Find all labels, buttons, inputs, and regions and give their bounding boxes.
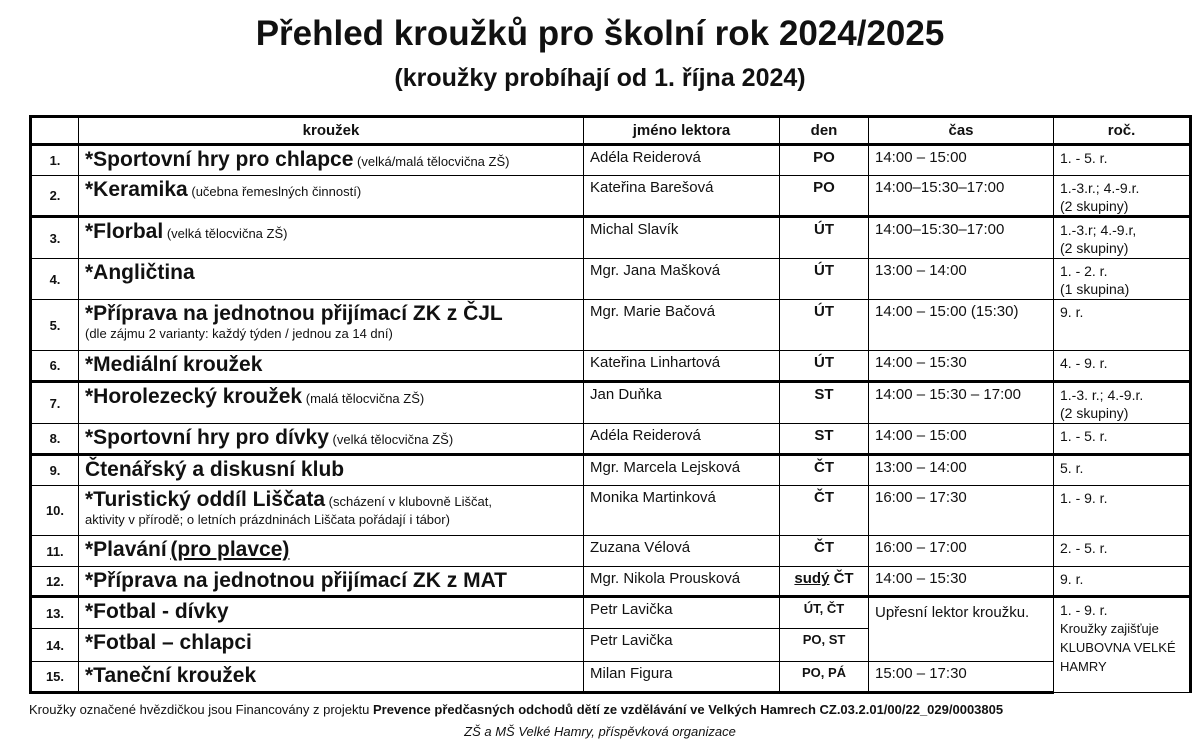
roc-line: 1.-3. r.; 4.-9.r.: [1060, 387, 1144, 403]
roc-line: 1. - 5. r.: [1060, 150, 1108, 166]
den-cell: ÚT: [780, 300, 869, 351]
krouzek-cell: [79, 486, 584, 536]
krouzek-name: *Příprava na jednotnou přijímací ZK z MAT: [85, 569, 507, 592]
krouzek-cell: [79, 300, 584, 351]
header-num: [31, 117, 79, 145]
roc-line: 1. - 5. r.: [1060, 428, 1108, 444]
lektor-cell: Jan Duňka: [584, 382, 780, 424]
roc-cell: [1054, 536, 1191, 567]
krouzek-name: *Sportovní hry pro chlapce: [85, 148, 354, 171]
den-cell: ST: [780, 424, 869, 455]
schedule-table: [29, 115, 1192, 694]
lektor-cell: Adéla Reiderová: [584, 424, 780, 455]
den-cell: ČT: [780, 455, 869, 486]
table-header-row: [31, 117, 1191, 145]
krouzek-name: *Keramika: [85, 178, 188, 201]
table-row: [31, 145, 1191, 176]
roc-line: 1. - 2. r.: [1060, 263, 1108, 279]
roc-cell: [1054, 300, 1191, 351]
krouzek-cell: [79, 597, 584, 629]
cas-cell: 16:00 – 17:30: [869, 486, 1054, 536]
row-number: 1.: [31, 145, 79, 176]
roc-line: 9. r.: [1060, 571, 1084, 587]
den-cell: PO: [780, 145, 869, 176]
header-cas: čas: [869, 117, 1054, 145]
krouzek-name: *Angličtina: [85, 261, 195, 284]
krouzek-cell: [79, 145, 584, 176]
table-row: [31, 300, 1191, 351]
cas-cell: 14:00 – 15:30 – 17:00: [869, 382, 1054, 424]
krouzek-cell: [79, 176, 584, 217]
row-number: 3.: [31, 217, 79, 259]
row-number: 2.: [31, 176, 79, 217]
cas-cell: 13:00 – 14:00: [869, 455, 1054, 486]
krouzek-cell: [79, 629, 584, 662]
krouzek-name: *Florbal: [85, 220, 164, 243]
roc-cell: [1054, 217, 1191, 259]
roc-line: 1.-3.r; 4.-9.r,: [1060, 222, 1137, 238]
roc-cell: [1054, 455, 1191, 486]
cas-cell: 13:00 – 14:00: [869, 259, 1054, 300]
krouzek-cell: [79, 259, 584, 300]
den-cell: ÚT: [780, 217, 869, 259]
footer-note: [29, 702, 1003, 717]
roc-cell: [1054, 382, 1191, 424]
table-row: [31, 382, 1191, 424]
roc-line: 5. r.: [1060, 460, 1084, 476]
cas-cell: 14:00 – 15:00: [869, 145, 1054, 176]
krouzek-name: Čtenářský a diskusní klub: [85, 458, 345, 481]
footer-organization: ZŠ a MŠ Velké Hamry, příspěvková organizace: [464, 724, 736, 739]
den-cell: ÚT: [780, 259, 869, 300]
lektor-cell: Petr Lavička: [584, 629, 780, 662]
roc-line-2: (2 skupiny): [1060, 240, 1129, 256]
lektor-cell: Petr Lavička: [584, 597, 780, 629]
den-value: ČT: [833, 570, 854, 587]
header-krouzek: kroužek: [79, 117, 584, 145]
table-row: [31, 424, 1191, 455]
roc-cell: [1054, 486, 1191, 536]
row-number: 6.: [31, 351, 79, 382]
krouzek-name: *Sportovní hry pro dívky: [85, 426, 329, 449]
krouzek-name-underlined: (pro plavce): [170, 538, 290, 561]
roc-shared-cell: [1054, 597, 1191, 693]
cas-shared-cell: Upřesní lektor kroužku.: [869, 597, 1054, 662]
row-number: 5.: [31, 300, 79, 351]
krouzek-note: (dle zájmu 2 varianty: každý týden / jednou za 14 dní): [85, 326, 393, 341]
header-den: den: [780, 117, 869, 145]
krouzek-location: (scházení v klubovně Liščat,: [328, 494, 492, 509]
table-row: [31, 176, 1191, 217]
den-sudy: sudý: [794, 570, 830, 587]
den-cell: PO, ST: [780, 629, 869, 662]
cas-cell: 15:00 – 17:30: [869, 662, 1054, 693]
lektor-cell: Michal Slavík: [584, 217, 780, 259]
roc-line-2: (2 skupiny): [1060, 198, 1129, 214]
row-number: 15.: [31, 662, 79, 693]
roc-cell: [1054, 351, 1191, 382]
header-roc: roč.: [1054, 117, 1191, 145]
table-row: [31, 486, 1191, 536]
roc-line: 9. r.: [1060, 304, 1084, 320]
krouzek-cell: [79, 351, 584, 382]
krouzek-location: (velká tělocvična ZŠ): [332, 432, 454, 447]
krouzek-cell: [79, 662, 584, 693]
den-cell: PO: [780, 176, 869, 217]
table-row: [31, 597, 1191, 629]
row-number: 4.: [31, 259, 79, 300]
lektor-cell: Kateřina Barešová: [584, 176, 780, 217]
row-number: 13.: [31, 597, 79, 629]
roc-line: 1. - 9. r.: [1060, 490, 1108, 506]
roc-line: 2. - 5. r.: [1060, 540, 1108, 556]
den-cell: [780, 567, 869, 597]
roc-line: 4. - 9. r.: [1060, 355, 1108, 371]
krouzek-name: *Fotbal – chlapci: [85, 631, 252, 654]
krouzek-name: *Fotbal - dívky: [85, 600, 229, 623]
page-subtitle: (kroužky probíhají od 1. října 2024): [394, 64, 806, 92]
krouzek-cell: [79, 424, 584, 455]
roc-cell: [1054, 567, 1191, 597]
lektor-cell: Mgr. Marcela Lejsková: [584, 455, 780, 486]
lektor-cell: Mgr. Jana Mašková: [584, 259, 780, 300]
lektor-cell: Mgr. Marie Bačová: [584, 300, 780, 351]
den-cell: ÚT, ČT: [780, 597, 869, 629]
lektor-cell: Adéla Reiderová: [584, 145, 780, 176]
krouzek-name: *Taneční kroužek: [85, 664, 257, 687]
roc-line: 1.-3.r.; 4.-9.r.: [1060, 180, 1140, 196]
krouzek-cell: [79, 536, 584, 567]
table-row: [31, 567, 1191, 597]
row-number: 14.: [31, 629, 79, 662]
krouzek-cell: [79, 217, 584, 259]
krouzek-name: *Turistický oddíl Liščata: [85, 488, 326, 511]
den-cell: PO, PÁ: [780, 662, 869, 693]
den-cell: ST: [780, 382, 869, 424]
table-row: [31, 259, 1191, 300]
cas-cell: 14:00 – 15:30: [869, 351, 1054, 382]
footer-project: Prevence předčasných odchodů dětí ze vzdělávání ve Velkých Hamrech CZ.03.2.01/00/22_029/0003805: [372, 702, 1004, 717]
krouzek-location: (velká tělocvična ZŠ): [166, 226, 288, 241]
table-row: [31, 662, 1191, 693]
krouzek-cell: [79, 567, 584, 597]
cas-cell: 16:00 – 17:00: [869, 536, 1054, 567]
lektor-cell: Kateřina Linhartová: [584, 351, 780, 382]
club-note: Kroužky zajišťuje KLUBOVNA VELKÉ HAMRY: [1060, 621, 1176, 674]
row-number: 12.: [31, 567, 79, 597]
roc-line-2: (1 skupina): [1060, 281, 1130, 297]
roc-cell: [1054, 145, 1191, 176]
krouzek-location: (učebna řemeslných činností): [191, 184, 362, 199]
table-row: [31, 217, 1191, 259]
roc-line-2: (2 skupiny): [1060, 405, 1129, 421]
row-number: 7.: [31, 382, 79, 424]
lektor-cell: Monika Martinková: [584, 486, 780, 536]
roc-cell: [1054, 176, 1191, 217]
footer-text: Kroužky označené hvězdičkou jsou Financovány z projektu: [29, 702, 373, 717]
krouzek-name: *Horolezecký kroužek: [85, 385, 303, 408]
row-number: 11.: [31, 536, 79, 567]
lektor-cell: Milan Figura: [584, 662, 780, 693]
cas-cell: 14:00 – 15:30: [869, 567, 1054, 597]
table-row: [31, 351, 1191, 382]
krouzek-name: *Příprava na jednotnou přijímací ZK z ČJL: [85, 302, 503, 325]
row-number: 10.: [31, 486, 79, 536]
row-number: 8.: [31, 424, 79, 455]
krouzek-cell: [79, 455, 584, 486]
page-title: Přehled kroužků pro školní rok 2024/2025: [255, 14, 945, 53]
roc-cell: [1054, 259, 1191, 300]
lektor-cell: Mgr. Nikola Prousková: [584, 567, 780, 597]
header-lektor: jméno lektora: [584, 117, 780, 145]
krouzek-name: *Mediální kroužek: [85, 353, 263, 376]
den-cell: ÚT: [780, 351, 869, 382]
roc-line: 1. - 9. r.: [1060, 602, 1108, 618]
lektor-cell: Zuzana Vélová: [584, 536, 780, 567]
cas-cell: 14:00–15:30–17:00: [869, 176, 1054, 217]
krouzek-location: (velká/malá tělocvična ZŠ): [357, 154, 510, 169]
cas-cell: 14:00 – 15:00: [869, 424, 1054, 455]
cas-cell: 14:00–15:30–17:00: [869, 217, 1054, 259]
krouzek-name: *Plavání: [85, 538, 167, 561]
row-number: 9.: [31, 455, 79, 486]
krouzek-location: (malá tělocvična ZŠ): [305, 391, 425, 406]
den-cell: ČT: [780, 486, 869, 536]
roc-cell: [1054, 424, 1191, 455]
krouzek-cell: [79, 382, 584, 424]
table-row: [31, 455, 1191, 486]
den-cell: ČT: [780, 536, 869, 567]
table-row: [31, 536, 1191, 567]
cas-cell: 14:00 – 15:00 (15:30): [869, 300, 1054, 351]
krouzek-note: aktivity v přírodě; o letních prázdninách Liščata pořádají i tábor): [85, 512, 450, 527]
